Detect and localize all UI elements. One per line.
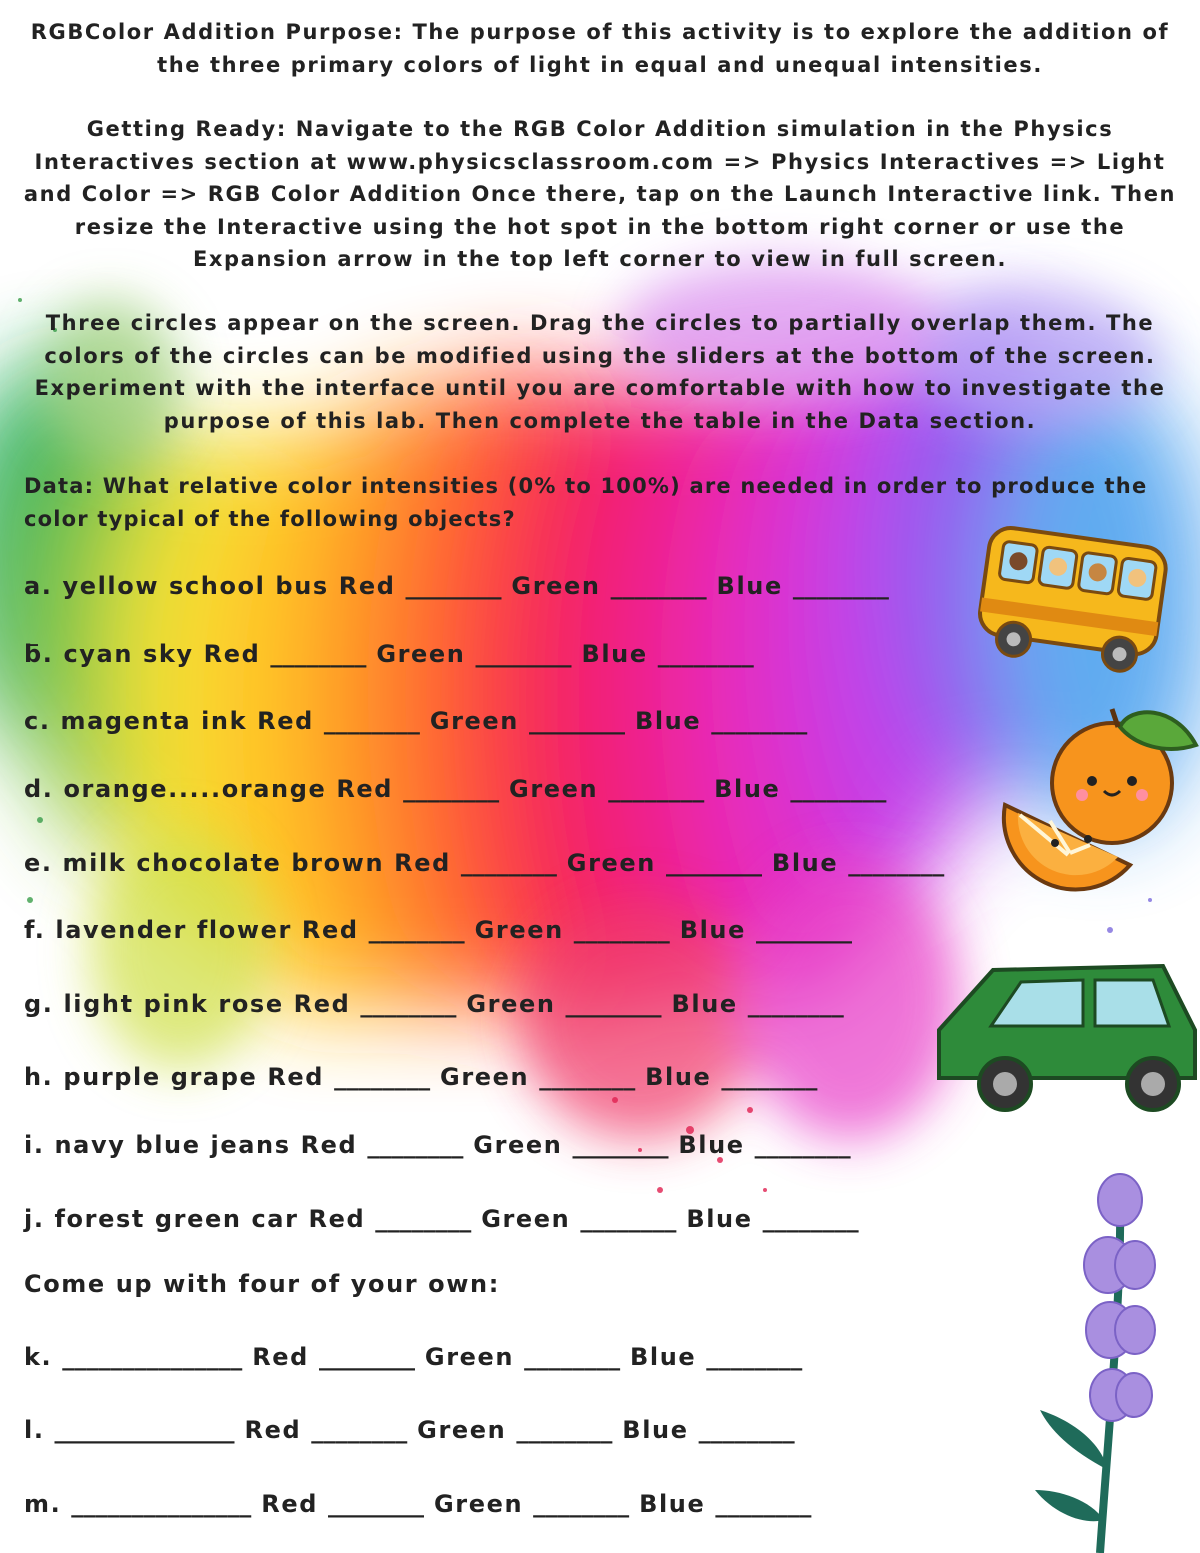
data-row-b: b. cyan sky Red ________ Green ________ Blue ________: [24, 640, 754, 668]
green-blank[interactable]: ________: [539, 1063, 636, 1091]
red-blank[interactable]: ________: [375, 1205, 472, 1233]
object-name-blank[interactable]: _______________: [54, 1416, 235, 1444]
blue-blank[interactable]: ________: [755, 916, 852, 944]
blue-blank[interactable]: ________: [715, 1490, 812, 1518]
green-blank[interactable]: ________: [580, 1205, 677, 1233]
object-label: c. magenta ink: [24, 707, 248, 735]
green-blank[interactable]: ________: [608, 775, 705, 803]
orange-fruit-icon: [1000, 705, 1200, 900]
red-blank[interactable]: ________: [460, 849, 557, 877]
green-blank[interactable]: ________: [475, 640, 572, 668]
object-label: j. forest green car: [24, 1205, 299, 1233]
purpose-paragraph: RGBColor Addition Purpose: The purpose of this activity is to explore the addition of the three primary colors of light in equal and unequal intensities.: [30, 20, 1170, 77]
data-row-h: h. purple grape Red ________ Green ________ Blue ________: [24, 1063, 818, 1091]
object-label: i. navy blue jeans: [24, 1131, 291, 1159]
own-row-l: l. _______________ Red ________ Green ________ Blue ________: [24, 1416, 795, 1444]
red-blank[interactable]: ________: [405, 572, 502, 600]
own-row-k: k. _______________ Red ________ Green ________ Blue ________: [24, 1343, 803, 1371]
object-label: g. light pink rose: [24, 990, 284, 1018]
data-row-e: e. milk chocolate brown Red ________ Green ________ Blue ________: [24, 849, 945, 877]
stray-underscore: _: [28, 622, 38, 646]
blue-blank[interactable]: ________: [790, 775, 887, 803]
data-row-g: g. light pink rose Red ________ Green ________ Blue ________: [24, 990, 844, 1018]
red-blank[interactable]: ________: [334, 1063, 431, 1091]
blue-blank[interactable]: ________: [721, 1063, 818, 1091]
green-blank[interactable]: ________: [573, 916, 670, 944]
data-row-i: i. navy blue jeans Red ________ Green ________ Blue ________: [24, 1131, 851, 1159]
blue-blank[interactable]: ________: [747, 990, 844, 1018]
data-row-c: c. magenta ink Red ________ Green ________ Blue ________: [24, 707, 808, 735]
object-label: d. orange.....orange: [24, 775, 327, 803]
data-row-d: d. orange.....orange Red ________ Green ________ Blue ________: [24, 775, 887, 803]
green-blank[interactable]: ________: [572, 1131, 669, 1159]
red-blank[interactable]: ________: [403, 775, 500, 803]
instructions-paragraph: Three circles appear on the screen. Drag the circles to partially overlap them. The colors of the circles can be modified using the sliders at the bottom of the screen. Experiment with the interface until you are comfortable with how to investigate the purpose of this lab. Then complete the table in the Data section.: [34, 311, 1166, 433]
green-blank[interactable]: ________: [565, 990, 662, 1018]
red-blank[interactable]: ________: [360, 990, 457, 1018]
green-blank[interactable]: ________: [533, 1490, 630, 1518]
green-car-icon: [933, 960, 1200, 1125]
lavender-flower-icon: [1030, 1170, 1160, 1553]
object-label: h. purple grape: [24, 1063, 258, 1091]
own-row-m: m. _______________ Red ________ Green ________ Blue ________: [24, 1490, 812, 1518]
green-blank[interactable]: ________: [516, 1416, 613, 1444]
green-blank[interactable]: ________: [610, 572, 707, 600]
object-label: a. yellow school bus: [24, 572, 329, 600]
own-heading: Come up with four of your own:: [24, 1270, 500, 1298]
blue-blank[interactable]: ________: [762, 1205, 859, 1233]
red-blank[interactable]: ________: [327, 1490, 424, 1518]
green-blank[interactable]: ________: [665, 849, 762, 877]
data-row-j: j. forest green car Red ________ Green ________ Blue ________: [24, 1205, 859, 1233]
blue-blank[interactable]: ________: [848, 849, 945, 877]
data-row-f: f. lavender flower Red ________ Green ________ Blue ________: [24, 916, 852, 944]
blue-blank[interactable]: ________: [754, 1131, 851, 1159]
school-bus-icon: [975, 515, 1170, 680]
blue-blank[interactable]: ________: [657, 640, 754, 668]
red-blank[interactable]: ________: [323, 707, 420, 735]
red-blank[interactable]: ________: [318, 1343, 415, 1371]
object-label: f. lavender flower: [24, 916, 292, 944]
green-blank[interactable]: ________: [528, 707, 625, 735]
blue-blank[interactable]: ________: [711, 707, 808, 735]
red-blank[interactable]: ________: [367, 1131, 464, 1159]
object-name-blank[interactable]: _______________: [62, 1343, 243, 1371]
red-blank[interactable]: ________: [311, 1416, 408, 1444]
getting-ready-paragraph: Getting Ready: Navigate to the RGB Color Addition simulation in the Physics Interactives section at www.physicsclassroom.com => Physics Interactives => Light and Color => RGB Color Addition Once there, tap on the Launch Interactive link. Then resize the Interactive using the hot spot in the bottom right corner or use the Expansion arrow in the top left corner to view in full screen.: [23, 117, 1177, 271]
green-blank[interactable]: ________: [524, 1343, 621, 1371]
data-row-a: a. yellow school bus Red ________ Green ________ Blue ________: [24, 572, 889, 600]
object-name-blank[interactable]: _______________: [71, 1490, 252, 1518]
blue-blank[interactable]: ________: [698, 1416, 795, 1444]
blue-blank[interactable]: ________: [706, 1343, 803, 1371]
object-label: e. milk chocolate brown: [24, 849, 385, 877]
object-label: b. cyan sky: [24, 640, 194, 668]
red-blank[interactable]: ________: [270, 640, 367, 668]
blue-blank[interactable]: ________: [792, 572, 889, 600]
red-blank[interactable]: ________: [368, 916, 465, 944]
data-question: Data: What relative color intensities (0% to 100%) are needed in order to produce the color typical of the following objects?: [24, 474, 1148, 531]
